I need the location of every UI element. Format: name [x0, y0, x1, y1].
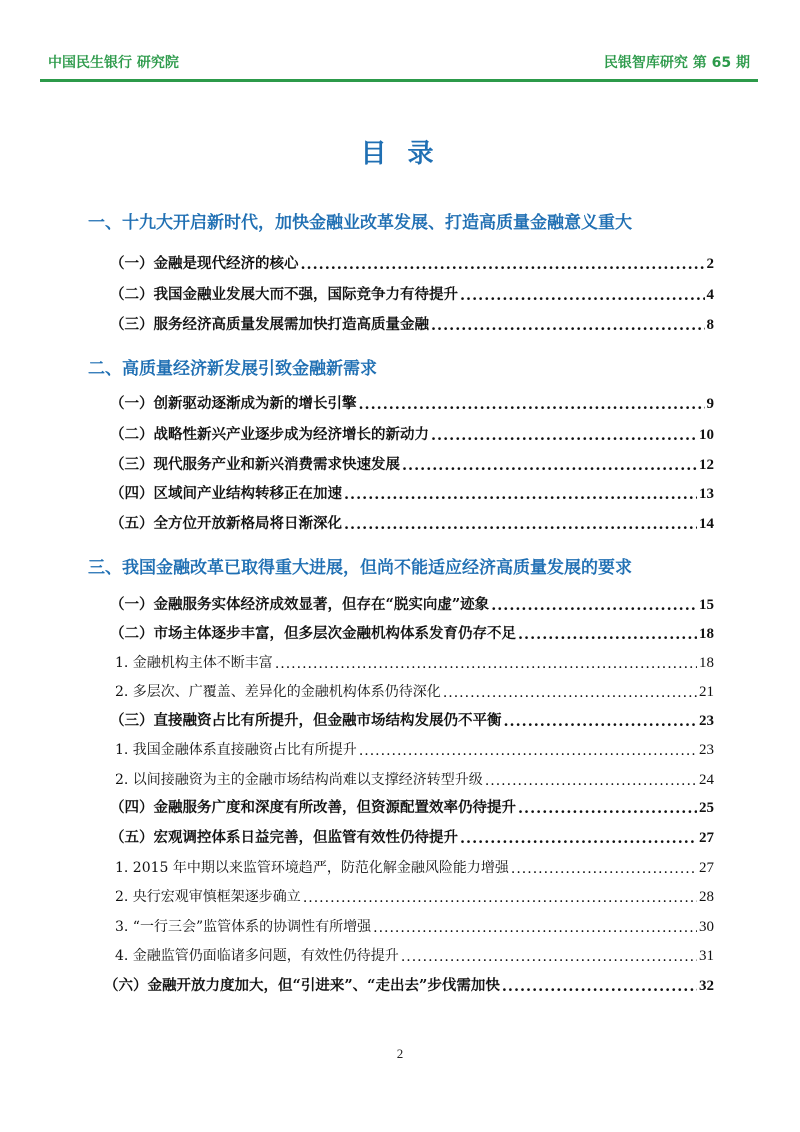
- toc-entry[interactable]: [115, 650, 714, 672]
- toc-entry-label: （三）服务经济高质量发展需加快打造高质量金融: [110, 316, 429, 333]
- toc-entry-label: （二）市场主体逐步丰富，但多层次金融机构体系发育仍存不足: [110, 625, 516, 642]
- toc-entry-page: 28: [699, 889, 714, 905]
- dot-leader: [502, 978, 697, 995]
- toc-entry-label: （一）金融服务实体经济成效显著，但存在“脱实向虚”迹象: [110, 596, 490, 613]
- toc-entry-page: 12: [699, 457, 714, 473]
- toc-entry[interactable]: [115, 943, 714, 965]
- toc-entry-label: （五）全方位开放新格局将日渐深化: [110, 515, 342, 532]
- dot-leader: [518, 626, 697, 643]
- toc-entry[interactable]: [110, 795, 714, 817]
- toc-entry-label: 1. 我国金融体系直接融资占比有所提升: [115, 742, 357, 758]
- toc-entry-page: 4: [706, 287, 714, 303]
- toc-entry-label: （四）区域间产业结构转移正在加速: [110, 485, 342, 502]
- dot-leader: [485, 773, 697, 789]
- dot-leader: [344, 516, 697, 533]
- toc-section-2-title[interactable]: 二、高质量经济新发展引致金融新需求: [88, 359, 377, 379]
- toc-entry-page: 21: [699, 684, 714, 700]
- page-number: 2: [396, 1046, 404, 1061]
- toc-entry-label: 1. 2015 年中期以来监管环境趋严，防范化解金融风险能力增强: [115, 860, 509, 876]
- toc-entry-label: 2. 多层次、广覆盖、差异化的金融机构体系仍待深化: [115, 684, 441, 700]
- dot-leader: [504, 713, 698, 730]
- toc-entry-label: （二）战略性新兴产业逐步成为经济增长的新动力: [110, 426, 429, 443]
- toc-entry-label: 2. 以间接融资为主的金融市场结构尚难以支撑经济转型升级: [115, 772, 483, 788]
- toc-entry[interactable]: [104, 973, 714, 995]
- toc-entry-page: 23: [699, 713, 714, 729]
- toc-entry[interactable]: [115, 767, 714, 789]
- toc-entry-label: （一）创新驱动逐渐成为新的增长引擎: [110, 395, 357, 412]
- header-divider: [40, 79, 758, 82]
- toc-entry-page: 30: [699, 919, 714, 935]
- toc-entry-page: 18: [699, 626, 714, 642]
- toc-entry[interactable]: [110, 282, 714, 304]
- dot-leader: [491, 597, 697, 614]
- toc-entry-label: 4. 金融监管仍面临诸多问题，有效性仍待提升: [115, 948, 399, 964]
- toc-entry-page: 25: [699, 800, 714, 816]
- header-series: 民银智库研究 第 65 期: [603, 55, 750, 71]
- dot-leader: [303, 890, 697, 906]
- dot-leader: [431, 427, 697, 444]
- dot-leader: [460, 287, 705, 304]
- toc-entry-label: 1. 金融机构主体不断丰富: [115, 655, 273, 671]
- dot-leader: [359, 396, 705, 413]
- page-header: [40, 50, 758, 74]
- toc-entry-page: 10: [699, 427, 714, 443]
- toc-entry-page: 18: [699, 655, 714, 671]
- dot-leader: [443, 685, 697, 701]
- toc-entry[interactable]: [115, 914, 714, 936]
- toc-entry[interactable]: [110, 825, 714, 847]
- toc-entry-page: 24: [699, 772, 714, 788]
- toc-entry-label: （四）金融服务广度和深度有所改善，但资源配置效率仍待提升: [110, 799, 516, 816]
- toc-entry[interactable]: [115, 737, 714, 759]
- toc-entry-page: 14: [699, 516, 714, 532]
- dot-leader: [373, 920, 697, 936]
- dot-leader: [518, 800, 697, 817]
- toc-entry-page: 9: [706, 396, 714, 412]
- toc-entry[interactable]: [110, 621, 714, 643]
- toc-title: 目 录: [360, 139, 440, 169]
- toc-entry-page: 13: [699, 486, 714, 502]
- dot-leader: [275, 656, 697, 672]
- toc-entry-page: 15: [699, 597, 714, 613]
- toc-entry-label: （六）金融开放力度加大，但“引进来”、“走出去”步伐需加快: [104, 977, 500, 994]
- toc-entry-page: 27: [699, 860, 714, 876]
- toc-entry[interactable]: [110, 251, 714, 273]
- toc-entry-label: （二）我国金融业发展大而不强，国际竞争力有待提升: [110, 286, 458, 303]
- toc-entry[interactable]: [115, 855, 714, 877]
- toc-entry[interactable]: [110, 592, 714, 614]
- toc-entry[interactable]: [110, 708, 714, 730]
- toc-entry-label: （三）现代服务产业和新兴消费需求快速发展: [110, 456, 400, 473]
- toc-entry[interactable]: [115, 884, 714, 906]
- header-institution: 中国民生银行 研究院: [48, 55, 179, 71]
- toc-entry-label: （五）宏观调控体系日益完善，但监管有效性仍待提升: [110, 829, 458, 846]
- toc-entry-page: 31: [699, 948, 714, 964]
- toc-entry-page: 32: [699, 978, 714, 994]
- toc-section-3-title[interactable]: 三、我国金融改革已取得重大进展，但尚不能适应经济高质量发展的要求: [88, 558, 632, 578]
- dot-leader: [431, 317, 705, 334]
- toc-entry-label: （一）金融是现代经济的核心: [110, 255, 299, 272]
- dot-leader: [511, 861, 697, 877]
- dot-leader: [359, 743, 697, 759]
- toc-section-1-title[interactable]: 一、十九大开启新时代，加快金融业改革发展、打造高质量金融意义重大: [88, 213, 632, 233]
- toc-entry[interactable]: [110, 452, 714, 474]
- toc-entry[interactable]: [110, 391, 714, 413]
- toc-entry[interactable]: [110, 481, 714, 503]
- toc-entry-page: 27: [699, 830, 714, 846]
- dot-leader: [344, 486, 697, 503]
- dot-leader: [460, 830, 697, 847]
- toc-entry[interactable]: [110, 312, 714, 334]
- dot-leader: [301, 256, 705, 273]
- toc-entry[interactable]: [110, 422, 714, 444]
- toc-entry-page: 8: [706, 317, 714, 333]
- toc-entry-page: 23: [699, 742, 714, 758]
- dot-leader: [401, 949, 697, 965]
- dot-leader: [402, 457, 697, 474]
- toc-entry-label: 2. 央行宏观审慎框架逐步确立: [115, 889, 301, 905]
- toc-entry[interactable]: [115, 679, 714, 701]
- toc-entry[interactable]: [110, 511, 714, 533]
- toc-entry-label: （三）直接融资占比有所提升，但金融市场结构发展仍不平衡: [110, 712, 502, 729]
- toc-entry-page: 2: [706, 256, 714, 272]
- toc-entry-label: 3. “一行三会”监管体系的协调性有所增强: [115, 919, 372, 935]
